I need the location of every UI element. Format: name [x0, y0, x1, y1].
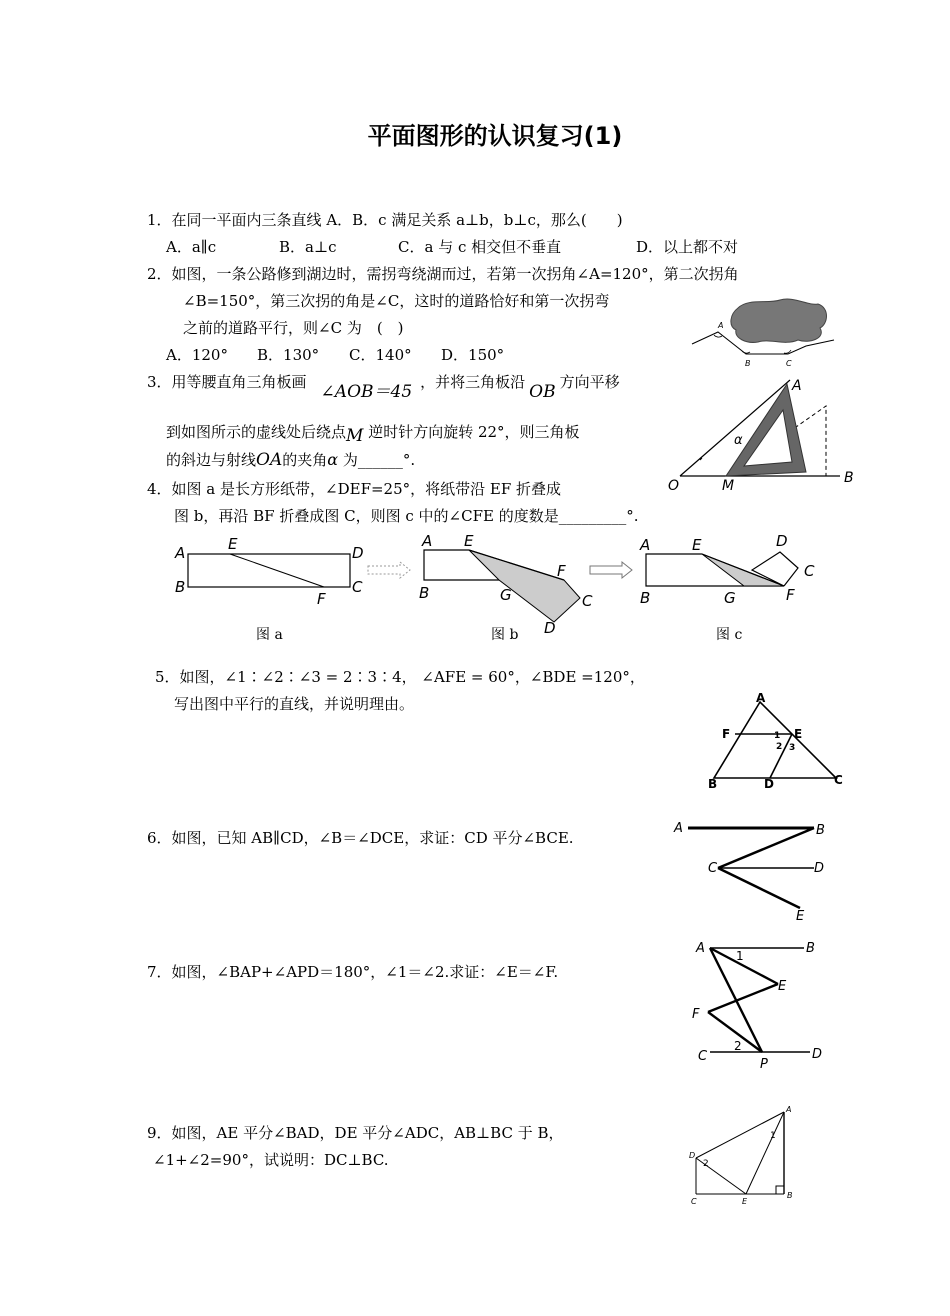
q4a-label-c: C — [352, 578, 363, 596]
q6-label-c: C — [708, 861, 718, 876]
q4-line1: 4．如图 a 是长方形纸带，∠DEF=25°，将纸带沿 EF 折叠成 — [147, 480, 562, 498]
q9-label-2: 2 — [703, 1159, 709, 1169]
q4a-label-e: E — [228, 535, 238, 553]
q4c-label-b: B — [640, 589, 651, 607]
q3-math-oa: OA — [256, 450, 283, 470]
q5-label-d: D — [764, 777, 774, 791]
q3-fig-label-b: B — [844, 470, 854, 486]
q6-label-e: E — [796, 909, 805, 924]
q9-label-1: 1 — [770, 1131, 776, 1141]
q7-label-b: B — [806, 941, 815, 956]
q3-fig-label-alpha: α — [734, 433, 743, 448]
q7-label-d: D — [812, 1047, 823, 1062]
q3-text-4: 到如图所示的虚线处后绕点 — [166, 423, 347, 441]
q9-line2: ∠1+∠2=90°，试说明：DC⊥BC. — [153, 1151, 389, 1169]
q3-math-aob: ∠AOB＝45 — [320, 382, 413, 402]
q5-line2: 写出图中平行的直线，并说明理由。 — [174, 695, 415, 713]
q9-label-a: A — [786, 1105, 792, 1114]
q9-label-e: E — [742, 1197, 748, 1206]
q4b-label-f: F — [557, 562, 566, 580]
q2-option-c: C．140° — [349, 346, 412, 364]
q2-fig-label-c: C — [786, 359, 792, 368]
q2-option-d: D．150° — [441, 346, 505, 364]
q7-label-a: A — [696, 941, 705, 956]
q9-label-c: C — [691, 1197, 697, 1206]
q7-line1: 7．如图，∠BAP+∠APD＝180°，∠1＝∠2.求证：∠E＝∠F. — [147, 963, 559, 981]
q4c-label-a: A — [640, 536, 651, 554]
q5-label-c: C — [834, 773, 843, 787]
q5-label-b: B — [708, 777, 718, 791]
q7-label-c: C — [698, 1049, 708, 1064]
q9-label-d: D — [689, 1151, 696, 1160]
q3-line1 — [147, 373, 620, 402]
q1-option-a: A．a∥c — [166, 238, 217, 256]
q5-label-3: 3 — [789, 743, 796, 753]
q6-label-d: D — [814, 861, 825, 876]
q3-math-m: M — [346, 426, 364, 446]
q3-triangle-figure — [660, 374, 860, 494]
q4c-label-e: E — [692, 536, 702, 554]
q4b-label-b: B — [419, 584, 430, 602]
q7-figure — [688, 934, 838, 1074]
q2-line2: ∠B=150°，第三次拐的角是∠C，这时的道路恰好和第一次拐弯 — [183, 292, 610, 310]
q4-arrow-1 — [366, 560, 414, 580]
q5-label-2: 2 — [776, 742, 783, 752]
q3-fig-label-m: M — [722, 478, 735, 494]
q6-label-b: B — [816, 823, 825, 838]
q4-arrow-2 — [588, 560, 636, 580]
q3-math-alpha: α — [327, 450, 339, 469]
q3-text-6: 的斜边与射线 — [166, 451, 257, 469]
q4c-label-f: F — [786, 586, 795, 604]
q6-line1: 6．如图，已知 AB∥CD，∠B＝∠DCE，求证：CD 平分∠BCE. — [147, 829, 574, 847]
q4-line2: 图 b，再沿 BF 折叠成图 C，则图 c 中的∠CFE 的度数是_________°. — [174, 507, 639, 525]
q2-line3: 之前的道路平行，则∠C 为 ( ) — [183, 319, 404, 337]
q4a-label-a: A — [175, 544, 186, 562]
q3-math-ob: OB — [529, 382, 556, 402]
q4c-label-d: D — [776, 532, 788, 550]
q4b-label-g: G — [500, 586, 512, 604]
q4b-label-c: C — [582, 592, 593, 610]
q3-text-5: 逆时针方向旋转 22°，则三角板 — [363, 423, 580, 441]
q2-line1: 2．如图，一条公路修到湖边时，需拐弯绕湖而过，若第一次拐角∠A=120°，第二次拐角 — [147, 265, 739, 283]
q7-label-e: E — [778, 979, 787, 994]
q4a-label-d: D — [352, 544, 364, 562]
q7-label-2: 2 — [734, 1039, 742, 1053]
q2-lake-figure — [688, 296, 838, 371]
q3-text-7: 的夹角 — [282, 451, 328, 469]
q1-stem: 1．在同一平面内三条直线 A．B．c 满足关系 a⊥b，b⊥c，那么( ) — [147, 211, 623, 229]
q4b-label-e: E — [464, 532, 474, 550]
q7-label-1: 1 — [736, 949, 744, 963]
q4-caption-c: 图 c — [716, 627, 743, 643]
q4-caption-b: 图 b — [491, 627, 519, 643]
q5-triangle-figure — [700, 691, 850, 794]
q1-option-d: D．以上都不对 — [636, 238, 739, 256]
q5-label-f: F — [722, 727, 731, 741]
q4-figure-a — [172, 532, 372, 612]
q2-fig-label-a: A — [718, 321, 724, 330]
q5-label-1: 1 — [774, 731, 781, 741]
q6-label-a: A — [674, 821, 683, 836]
q4a-label-b: B — [175, 578, 186, 596]
page-title: 平面图形的认识复习(1) — [367, 122, 623, 150]
q3-line2 — [166, 423, 580, 446]
q4a-label-f: F — [317, 590, 326, 608]
q5-line1: 5．如图，∠1∶∠2∶∠3 = 2∶3∶4， ∠AFE = 60°，∠BDE =120°， — [155, 668, 645, 686]
q4-caption-a: 图 a — [256, 627, 283, 643]
q9-label-b: B — [787, 1191, 793, 1200]
q3-text-8: 为______°. — [338, 451, 416, 469]
q4b-label-a: A — [422, 532, 433, 550]
q3-line3 — [166, 451, 415, 469]
q4-figure-c — [634, 530, 834, 610]
q7-label-f: F — [692, 1007, 700, 1022]
q4c-label-c: C — [804, 562, 815, 580]
q9-line1: 9．如图，AE 平分∠BAD，DE 平分∠ADC，AB⊥BC 于 B， — [147, 1124, 564, 1142]
q1-option-c: C．a 与 c 相交但不垂直 — [398, 238, 562, 256]
q2-option-a: A．120° — [166, 346, 228, 364]
q9-figure — [686, 1102, 806, 1212]
q3-text-2: ，并将三角板沿 — [420, 373, 526, 391]
q1-option-b: B．a⊥c — [279, 238, 337, 256]
q2-option-b: B．130° — [257, 346, 320, 364]
q6-figure — [672, 814, 832, 924]
q3-fig-label-o: O — [668, 478, 680, 494]
q7-label-p: P — [760, 1057, 768, 1072]
q4c-label-g: G — [724, 589, 736, 607]
q3-text-1: 3．用等腰直角三角板画 — [147, 373, 307, 391]
q5-label-a: A — [756, 691, 766, 705]
q5-label-e: E — [794, 727, 803, 741]
q2-fig-label-b: B — [745, 359, 751, 368]
q4b-label-d: D — [544, 619, 556, 637]
q3-fig-label-a: A — [792, 378, 802, 394]
q3-text-3: 方向平移 — [559, 373, 620, 391]
